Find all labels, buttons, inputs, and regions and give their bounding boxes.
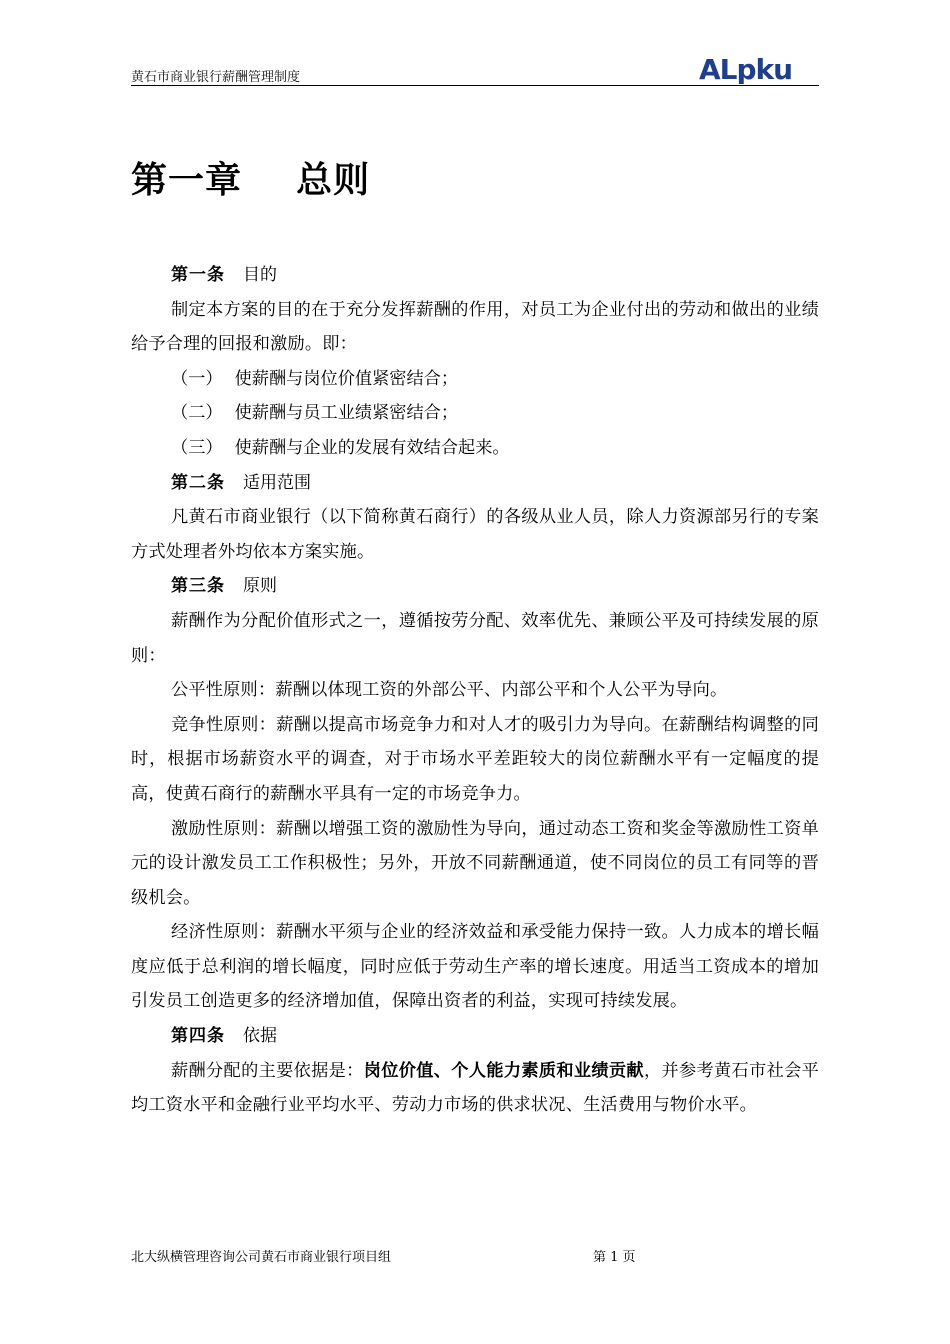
page-number: 第 1 页	[593, 1250, 636, 1265]
alpku-logo	[699, 52, 819, 84]
list-marker: （二）	[171, 403, 223, 424]
paragraph: 激励性原则：薪酬以增强工资的激励性为导向，通过动态工资和奖金等激励性工资单元的设计激发员工工作积极性；另外，开放不同薪酬通道，使不同岗位的员工有同等的晋级机会。	[131, 818, 819, 908]
page-header	[131, 52, 819, 86]
list-item	[131, 396, 819, 431]
basis-text-after: ，并参考黄石市社会平均工资水平和金融行业平均水平、劳动力市场的供求状况、生活费用与物价水平。	[131, 1060, 819, 1116]
document-body	[131, 258, 819, 1123]
paragraph: 公平性原则：薪酬以体现工资的外部公平、内部公平和个人公平为导向。	[171, 680, 728, 701]
article-number: 第二条	[171, 472, 225, 493]
chapter-title: 第一章 总则	[131, 159, 371, 201]
paragraph: 凡黄石市商业银行（以下简称黄石商行）的各级从业人员，除人力资源部另行的专案方式处理者外均依本方案实施。	[131, 507, 819, 562]
list-marker: （一）	[171, 368, 223, 389]
paragraph: 经济性原则：薪酬水平须与企业的经济效益和承受能力保持一致。人力成本的增长幅度应低于总利润的增长幅度，同时应低于劳动生产率的增长速度。用适当工资成本的增加引发员工创造更多的经济增加值，保障出资者的利益，实现可持续发展。	[131, 922, 819, 1012]
article-title: 原则	[243, 576, 277, 597]
list-text: 使薪酬与企业的发展有效结合起来。	[234, 437, 510, 458]
article-number: 第四条	[171, 1026, 225, 1047]
article-heading	[131, 258, 819, 293]
article-title: 适用范围	[243, 472, 311, 493]
list-item	[131, 362, 819, 397]
article-heading	[131, 569, 819, 604]
list-text: 使薪酬与岗位价值紧密结合；	[234, 368, 459, 389]
paragraph	[131, 1054, 819, 1123]
article-title: 依据	[243, 1026, 277, 1047]
article-title: 目的	[243, 265, 277, 285]
article-heading	[131, 1019, 819, 1054]
article-number: 第三条	[171, 576, 225, 597]
basis-text-before: 薪酬分配的主要依据是：	[171, 1060, 364, 1081]
logo-text: ALpku	[699, 53, 793, 84]
paragraph: 竞争性原则：薪酬以提高市场竞争力和对人才的吸引力为导向。在薪酬结构调整的同时，根据市场薪资水平的调查，对于市场水平差距较大的岗位薪酬水平有一定幅度的提高，使黄石商行的薪酬水平具有一定的市场竞争力。	[131, 714, 819, 804]
list-item	[131, 431, 819, 466]
article-number: 第一条	[171, 265, 225, 285]
list-marker: （三）	[171, 437, 223, 458]
article-heading	[131, 466, 819, 501]
basis-key-factors: 岗位价值、个人能力素质和业绩贡献	[363, 1060, 644, 1081]
paragraph: 制定本方案的目的在于充分发挥薪酬的作用，对员工为企业付出的劳动和做出的业绩给予合理的回报和激励。即：	[131, 299, 819, 355]
footer-company: 北大纵横管理咨询公司黄石市商业银行项目组	[131, 1250, 392, 1265]
header-title: 黄石市商业银行薪酬管理制度	[131, 70, 301, 85]
page-footer	[131, 1246, 819, 1268]
paragraph: 薪酬作为分配价值形式之一，遵循按劳分配、效率优先、兼顾公平及可持续发展的原则：	[131, 610, 819, 666]
list-text: 使薪酬与员工业绩紧密结合；	[234, 403, 459, 424]
